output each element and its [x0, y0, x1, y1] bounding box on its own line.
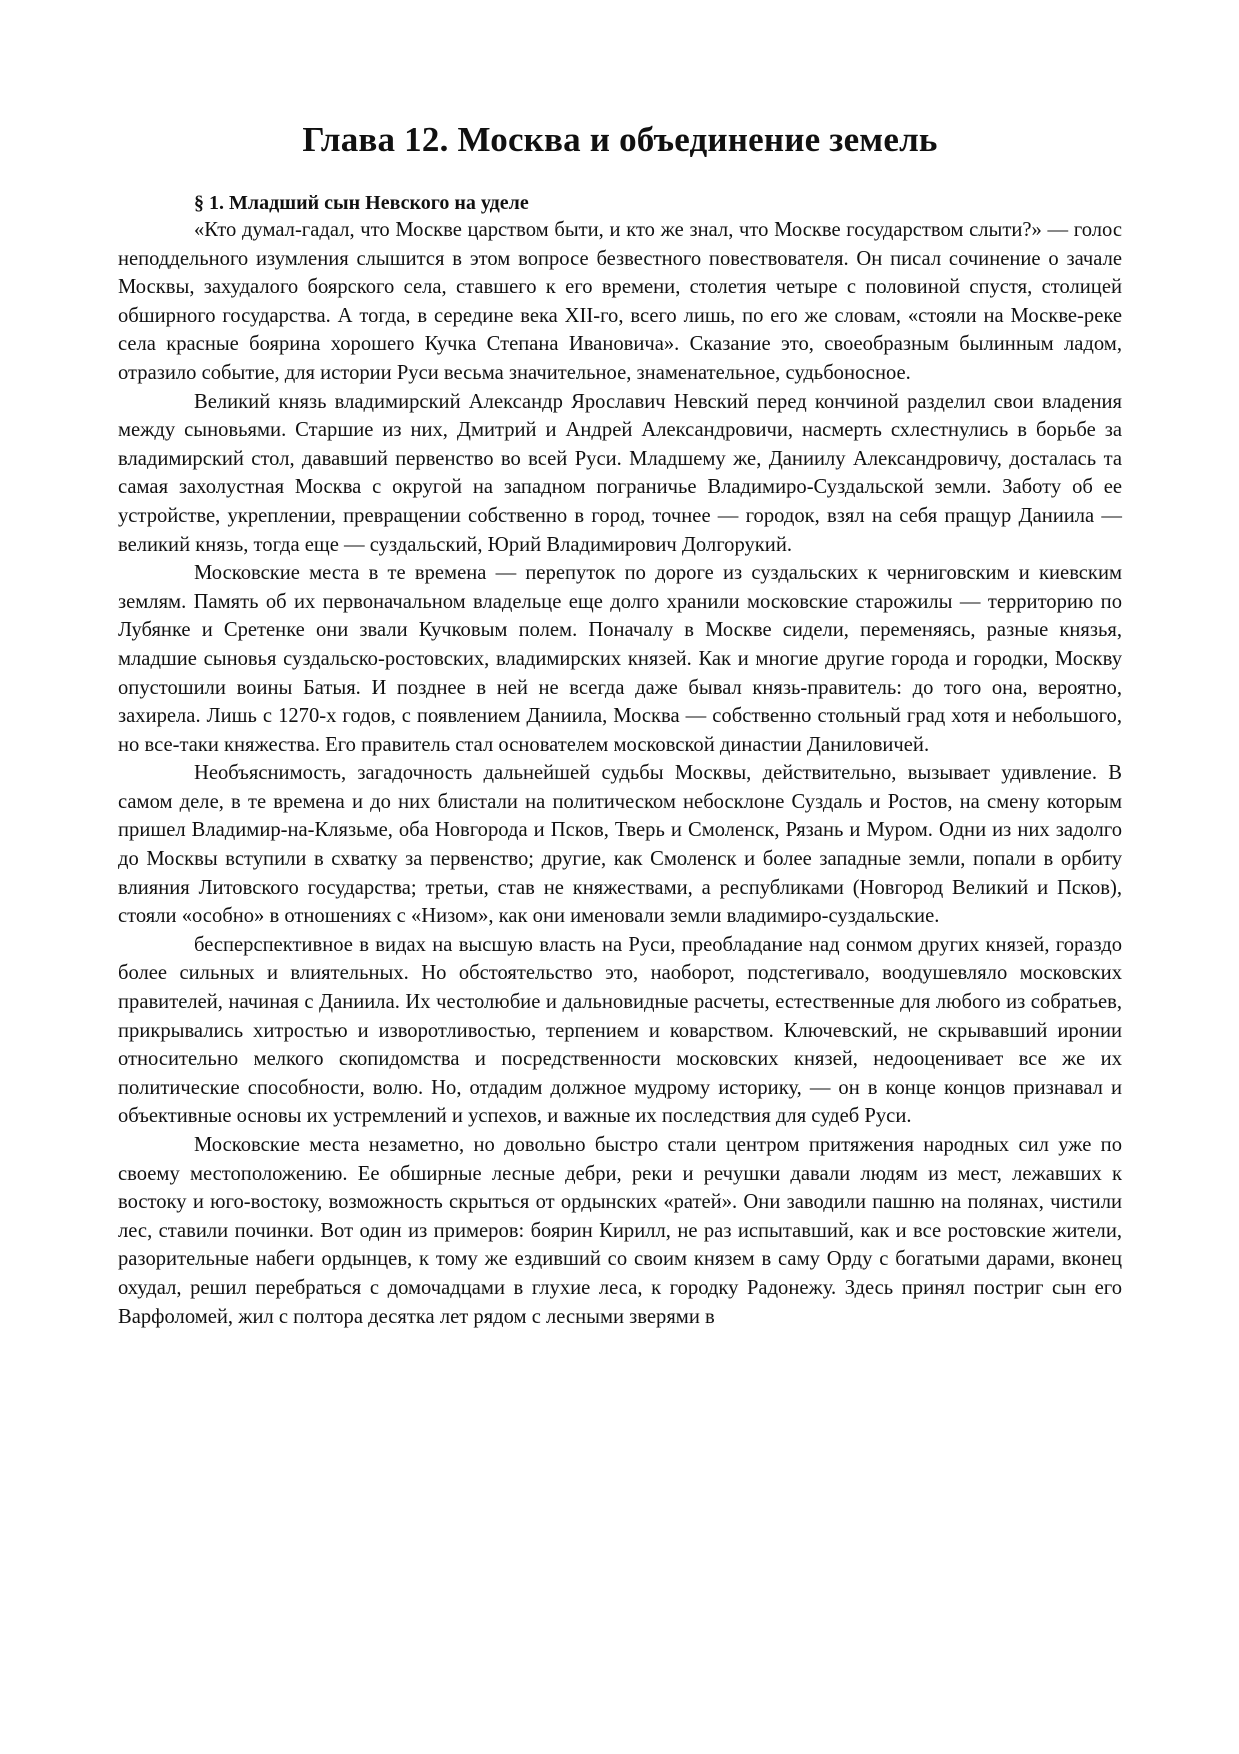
paragraph: бесперспективное в видах на высшую власть на Руси, преобладание над сонмом других князей, гораздо более сильных и влиятельных. Но обстоятельство это, наоборот, подстегивало, воодушевляло московских правителей, начиная с Даниила. Их честолюбие и дальновидные расчеты, естественные для любого из собратьев, прикрывались хитростью и изворотливостью, терпением и коварством. Ключевский, не скрывавший иронии относительно мелкого скопидомства и посредственности московских князей, недооценивает все же их политические способности, волю. Но, отдадим должное мудрому историку, — он в конце концов признавал и объективные основы их устремлений и успехов, и важные их последствия для судеб Руси.	[118, 933, 1122, 1128]
paragraph: Великий князь владимирский Александр Ярославич Невский перед кончиной разделил свои владения между сыновьями. Старшие из них, Дмитрий и Андрей Александровичи, насмерть схлестнулись в борьбе за владимирский стол, дававший первенство во всей Руси. Младшему же, Даниилу Александровичу, досталась та самая захолустная Москва с округой на западном пограничье Владимиро-Суздальской земли. Заботу об ее устройстве, укреплении, превращении собственно в город, точнее — городок, взял на себя пращур Даниила — великий князь, тогда еще — суздальский, Юрий Владимирович Долгорукий.	[118, 390, 1122, 556]
paragraph: Необъяснимость, загадочность дальнейшей судьбы Москвы, действительно, вызывает удивление. В самом деле, в те времена и до них блистали на политическом небосклоне Суздаль и Ростов, на смену которым пришел Владимир-на-Клязьме, оба Новгорода и Псков, Тверь и Смоленск, Рязань и Муром. Одни из них задолго до Москвы вступили в схватку за первенство; другие, как Смоленск и более западные земли, попали в орбиту влияния Литовского государства; третьи, став не княжествами, а республиками (Новгород Великий и Псков), стояли «особно» в отношениях с «Низом», как они именовали земли владимиро-суздальские.	[118, 762, 1122, 928]
section-title: § 1. Младший сын Невского на уделе	[194, 192, 529, 214]
document-page	[118, 118, 1122, 1331]
paragraph: Московские места незаметно, но довольно быстро стали центром притяжения народных сил уже по своему местоположению. Ее обширные лесные дебри, реки и речушки давали людям из мест, лежавших к востоку и юго-востоку, возможность скрыться от ордынских «ратей». Они заводили пашню на полянах, чистили лес, ставили починки. Вот один из примеров: боярин Кирилл, не раз испытавший, как и все ростовские жители, разорительные набеги ордынцев, к тому же ездивший со своим князем в саму Орду с богатыми дарами, вконец охудал, решил перебраться с домочадцами в глухие леса, к городку Радонежу. Здесь принял постриг сын его Варфоломей, жил с полтора десятка лет рядом с лесными зверями в	[118, 1134, 1122, 1328]
chapter-title: Глава 12. Москва и объединение земель	[302, 120, 938, 159]
paragraph: Московские места в те времена — перепуток по дороге из суздальских к черниговским и киевским землям. Память об их первоначальном владельце еще долго хранили московские старожилы — территорию по Лубянке и Сретенке они звали Кучковым полем. Поначалу в Москве сидели, переменяясь, разные князья, младшие сыновья суздальско-ростовских, владимирских князей. Как и многие другие города и городки, Москву опустошили воины Батыя. И позднее в ней не всегда даже бывал князь-правитель: до того она, вероятно, захирела. Лишь с 1270-х годов, с появлением Даниила, Москва — собственно стольный град хотя и небольшого, но все-таки княжества. Его правитель стал основателем московской династии Даниловичей.	[118, 562, 1122, 756]
paragraph: «Кто думал-гадал, что Москве царством быти, и кто же знал, что Москве государством слыти?» — голос неподдельного изумления слышится в этом вопросе безвестного повествователя. Он писал сочинение о зачале Москвы, захудалого боярского села, ставшего к его времени, столетия четыре с половиной спустя, столицей обширного государства. А тогда, в середине века XII-го, всего лишь, по его же словам, «стояли на Москве-реке села красные боярина хорошего Кучка Степана Ивановича». Сказание это, своеобразным былинным ладом, отразило событие, для истории Руси весьма значительное, знаменательное, судьбоносное.	[118, 219, 1122, 384]
